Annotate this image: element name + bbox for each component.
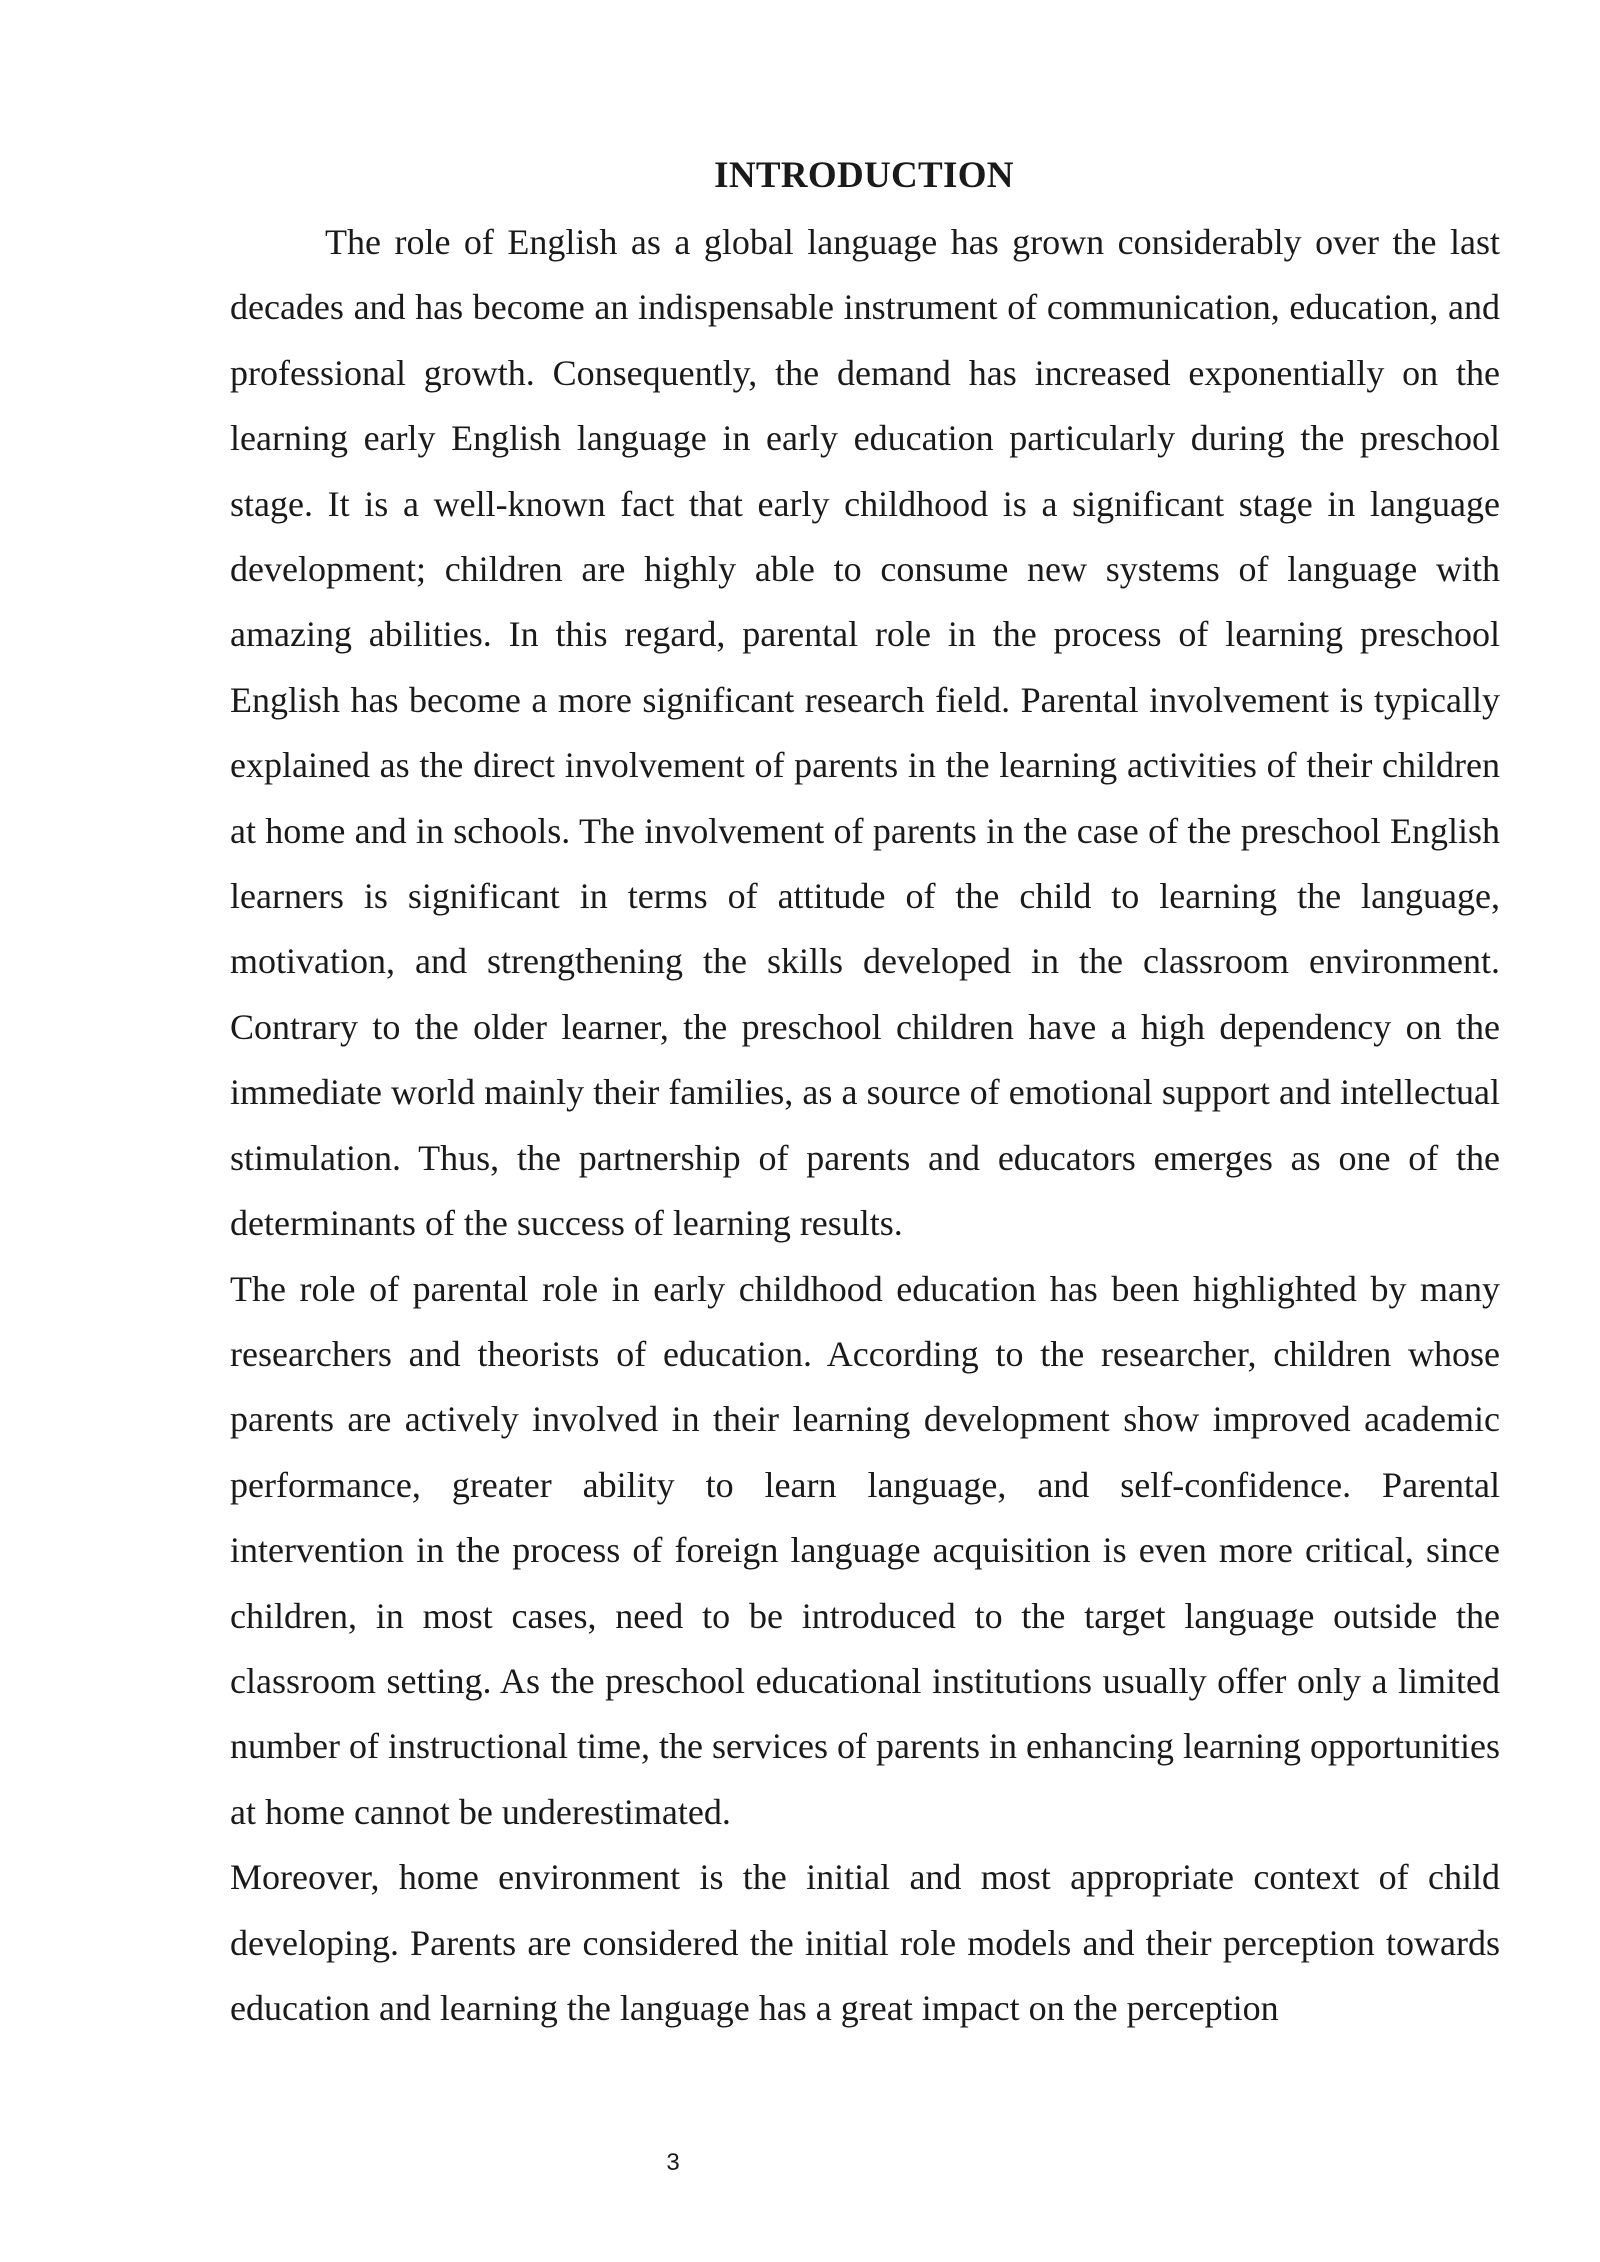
- page-number: 3: [666, 2149, 680, 2176]
- paragraph: The role of English as a global language has grown considerably over the last decades and has become an indispensable instrument of communication, education, and professional growth. Consequently, the demand has increased exponentially on the learning early English language in early education particularly during the preschool stage. It is a well-known fact that early childhood is a significant stage in language development; children are highly able to consume new systems of language with amazing abilities. In this regard, parental role in the process of learning preschool English has become a more significant research field. Parental involvement is typically explained as the direct involvement of parents in the learning activities of their children at home and in schools. The involvement of parents in the case of the preschool English learners is significant in terms of attitude of the child to learning the language, motivation, and strengthening the skills developed in the classroom environment. Contrary to the older learner, the preschool children have a high dependency on the immediate world mainly their families, as a source of emotional support and intellectual stimulation. Thus, the partnership of parents and educators emerges as one of the determinants of the success of learning results.: [230, 222, 1500, 1244]
- paragraph: The role of parental role in early childhood education has been highlighted by many researchers and theorists of education. According to the researcher, children whose parents are actively involved in their learning development show improved academic performance, greater ability to learn language, and self-confidence. Parental intervention in the process of foreign language acquisition is even more critical, since children, in most cases, need to be introduced to the target language outside the classroom setting. As the preschool educational institutions usually offer only a limited number of instructional time, the services of parents in enhancing learning opportunities at home cannot be underestimated.: [230, 1268, 1500, 1832]
- paragraph: Moreover, home environment is the initial and most appropriate context of child developing. Parents are considered the initial role models and their perception towards education and learning the language has a great impact on the perception: [230, 1857, 1500, 2028]
- page-title: INTRODUCTION: [714, 155, 1014, 196]
- body-text: [230, 210, 1500, 2041]
